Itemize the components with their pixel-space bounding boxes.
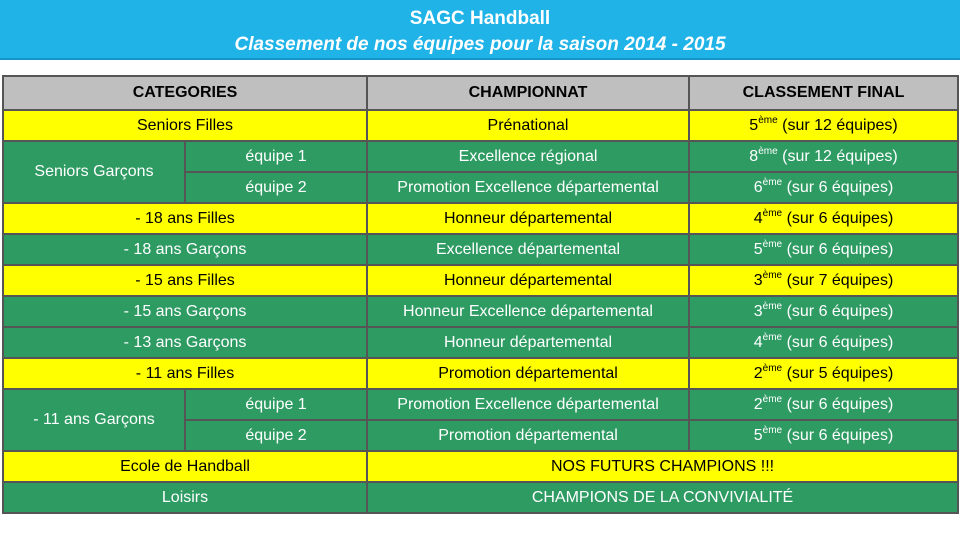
table-row xyxy=(3,141,958,172)
championship-cell: Honneur départemental xyxy=(367,203,689,234)
rank-cell: 5ème (sur 6 équipes) xyxy=(689,234,958,265)
table-row xyxy=(3,296,958,327)
table-row xyxy=(3,110,958,141)
rank-cell: 8ème (sur 12 équipes) xyxy=(689,141,958,172)
table-header-row xyxy=(3,76,958,110)
note-cell: NOS FUTURS CHAMPIONS !!! xyxy=(367,451,958,482)
header-classement: CLASSEMENT FINAL xyxy=(689,76,958,110)
team-cell: équipe 1 xyxy=(185,389,367,420)
table-row xyxy=(3,389,958,420)
team-cell: équipe 2 xyxy=(185,420,367,451)
category-cell: - 18 ans Filles xyxy=(3,203,367,234)
table-row xyxy=(3,482,958,513)
championship-cell: Prénational xyxy=(367,110,689,141)
championship-cell: Promotion Excellence départemental xyxy=(367,172,689,203)
table-row xyxy=(3,327,958,358)
championship-cell: Promotion départemental xyxy=(367,358,689,389)
championship-cell: Excellence régional xyxy=(367,141,689,172)
table-row xyxy=(3,358,958,389)
championship-cell: Promotion Excellence départemental xyxy=(367,389,689,420)
championship-cell: Honneur Excellence départemental xyxy=(367,296,689,327)
championship-cell: Honneur départemental xyxy=(367,265,689,296)
team-cell: équipe 1 xyxy=(185,141,367,172)
team-cell: équipe 2 xyxy=(185,172,367,203)
table-row xyxy=(3,234,958,265)
rank-cell: 6ème (sur 6 équipes) xyxy=(689,172,958,203)
header-categories: CATEGORIES xyxy=(3,76,367,110)
rank-cell: 2ème (sur 5 équipes) xyxy=(689,358,958,389)
rank-cell: 3ème (sur 6 équipes) xyxy=(689,296,958,327)
category-cell: - 11 ans Filles xyxy=(3,358,367,389)
rank-cell: 4ème (sur 6 équipes) xyxy=(689,203,958,234)
category-cell: Loisirs xyxy=(3,482,367,513)
title-banner xyxy=(0,0,960,60)
page-subtitle: Classement de nos équipes pour la saison 2014 - 2015 xyxy=(234,34,726,55)
category-cell: - 11 ans Garçons xyxy=(3,389,185,451)
category-cell: - 15 ans Filles xyxy=(3,265,367,296)
rank-cell: 5ème (sur 12 équipes) xyxy=(689,110,958,141)
category-cell: Seniors Filles xyxy=(3,110,367,141)
rank-cell: 2ème (sur 6 équipes) xyxy=(689,389,958,420)
category-cell: Ecole de Handball xyxy=(3,451,367,482)
rank-cell: 4ème (sur 6 équipes) xyxy=(689,327,958,358)
standings-table xyxy=(2,75,959,514)
category-cell: - 18 ans Garçons xyxy=(3,234,367,265)
table-row xyxy=(3,265,958,296)
table-row xyxy=(3,451,958,482)
rank-cell: 3ème (sur 7 équipes) xyxy=(689,265,958,296)
championship-cell: Excellence départemental xyxy=(367,234,689,265)
championship-cell: Promotion départemental xyxy=(367,420,689,451)
category-cell: - 15 ans Garçons xyxy=(3,296,367,327)
rank-cell: 5ème (sur 6 équipes) xyxy=(689,420,958,451)
category-cell: - 13 ans Garçons xyxy=(3,327,367,358)
table-row xyxy=(3,203,958,234)
page-title: SAGC Handball xyxy=(409,8,551,29)
header-championnat: CHAMPIONNAT xyxy=(367,76,689,110)
note-cell: CHAMPIONS DE LA CONVIVIALITÉ xyxy=(367,482,958,513)
championship-cell: Honneur départemental xyxy=(367,327,689,358)
category-cell: Seniors Garçons xyxy=(3,141,185,203)
